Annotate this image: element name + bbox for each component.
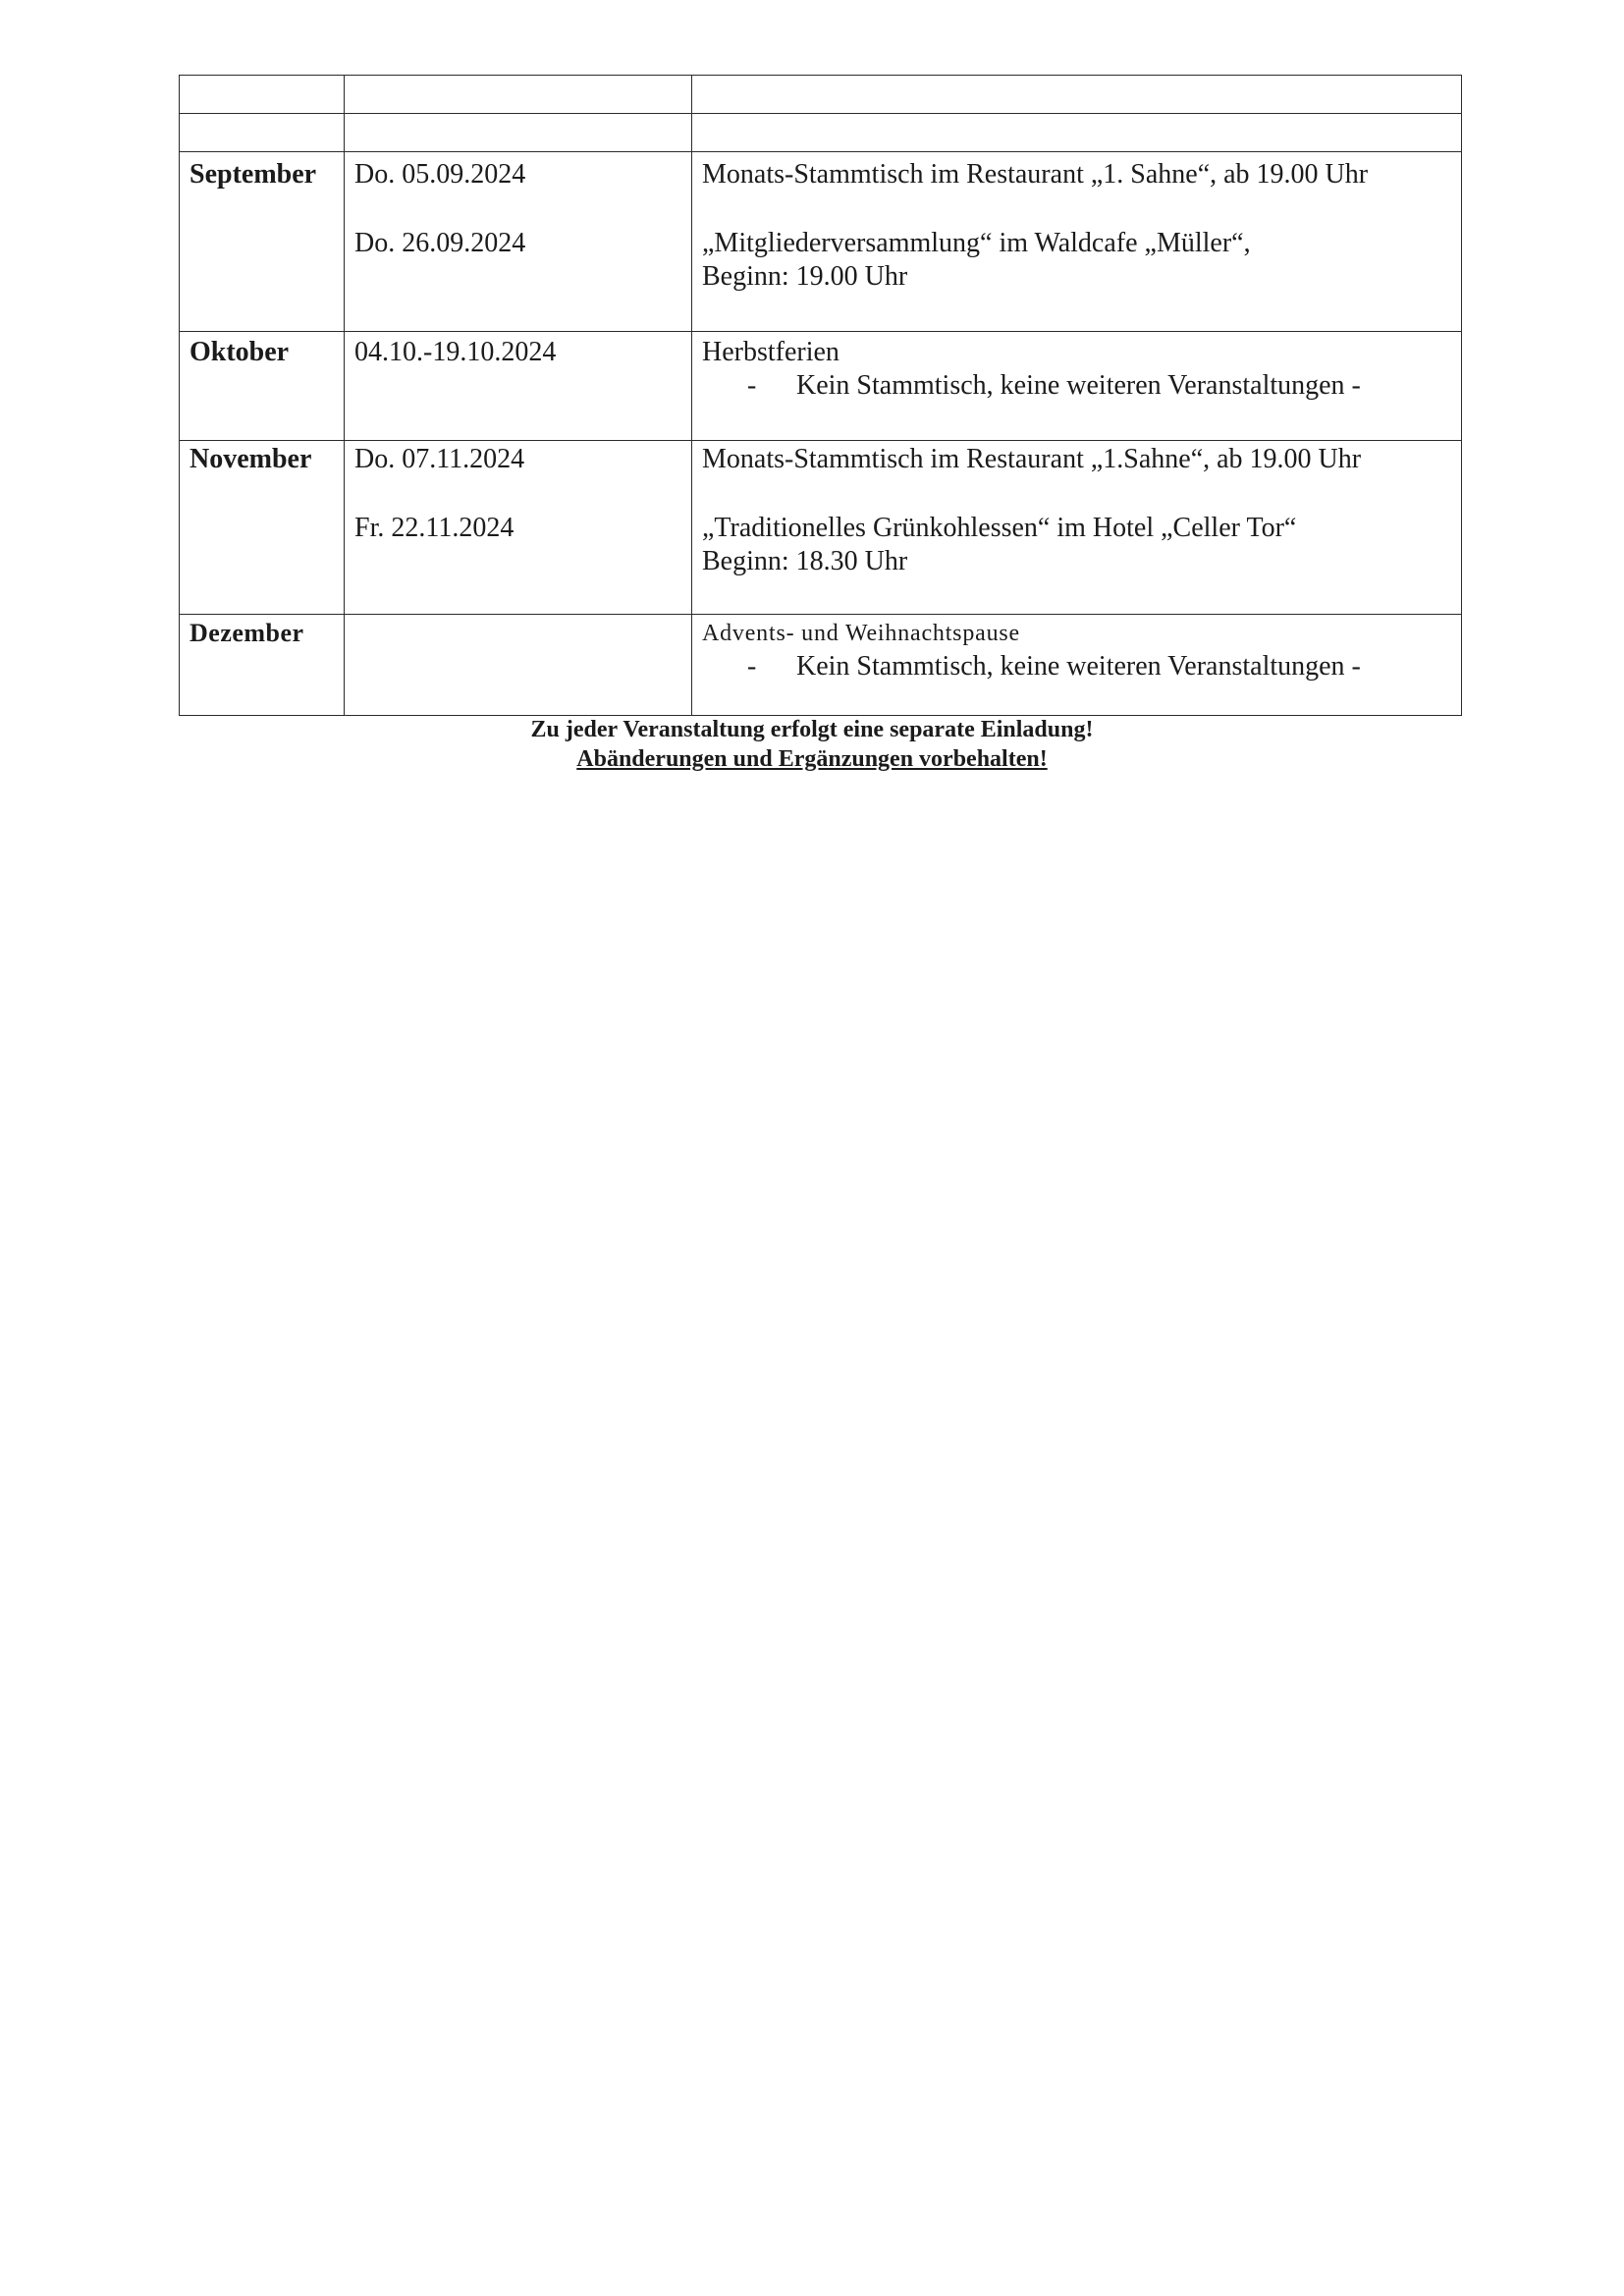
description-cell	[692, 615, 1462, 716]
month-cell	[180, 441, 345, 615]
table-row-oktober	[180, 332, 1462, 441]
event-description: „Mitgliederversammlung“ im Waldcafe „Müller“,	[702, 228, 1251, 258]
table-row-dezember	[180, 615, 1462, 716]
empty-cell	[180, 76, 345, 114]
bullet-line	[702, 650, 1451, 683]
description-cell	[692, 152, 1462, 332]
event-start-time: Beginn: 18.30 Uhr	[702, 546, 908, 576]
month-cell	[180, 152, 345, 332]
table-row-november	[180, 441, 1462, 615]
event-start-time: Beginn: 19.00 Uhr	[702, 261, 908, 292]
month-cell	[180, 332, 345, 441]
event-description: Advents- und Weihnachtspause	[702, 621, 1020, 646]
month-label: Oktober	[189, 337, 290, 367]
empty-cell	[180, 114, 345, 152]
month-label: Dezember	[189, 619, 304, 647]
date-cell	[345, 152, 692, 332]
event-date: Do. 26.09.2024	[354, 228, 526, 258]
event-schedule-table	[179, 75, 1462, 716]
bullet-line	[702, 369, 1451, 403]
month-label: November	[189, 444, 312, 474]
event-description: Monats-Stammtisch im Restaurant „1. Sahne“, ab 19.00 Uhr	[702, 159, 1369, 190]
invitation-note: Zu jeder Veranstaltung erfolgt eine separate Einladung!	[530, 717, 1094, 742]
bullet-text: Kein Stammtisch, keine weiteren Veranstaltungen -	[796, 370, 1361, 401]
month-cell	[180, 615, 345, 716]
empty-cell	[692, 76, 1462, 114]
table-empty-row	[180, 114, 1462, 152]
event-date: Fr. 22.11.2024	[354, 513, 514, 543]
footer-notes	[0, 715, 1624, 774]
bullet-text: Kein Stammtisch, keine weiteren Veranstaltungen -	[796, 651, 1361, 682]
month-label: September	[189, 159, 317, 190]
empty-cell	[345, 114, 692, 152]
date-cell	[345, 615, 692, 716]
date-cell	[345, 332, 692, 441]
description-cell	[692, 332, 1462, 441]
empty-cell	[345, 76, 692, 114]
event-date-range: 04.10.-19.10.2024	[354, 337, 557, 367]
event-date: Do. 07.11.2024	[354, 444, 525, 474]
description-cell	[692, 441, 1462, 615]
table-row-september	[180, 152, 1462, 332]
dash-bullet-icon: -	[747, 651, 757, 682]
table-empty-row	[180, 76, 1462, 114]
reservation-note: Abänderungen und Ergänzungen vorbehalten!	[576, 746, 1048, 772]
empty-cell	[692, 114, 1462, 152]
date-cell	[345, 441, 692, 615]
event-description: „Traditionelles Grünkohlessen“ im Hotel „Celler Tor“	[702, 513, 1297, 543]
dash-bullet-icon: -	[747, 370, 757, 401]
event-date: Do. 05.09.2024	[354, 159, 526, 190]
event-description: Herbstferien	[702, 337, 839, 367]
event-description: Monats-Stammtisch im Restaurant „1.Sahne“, ab 19.00 Uhr	[702, 444, 1362, 474]
